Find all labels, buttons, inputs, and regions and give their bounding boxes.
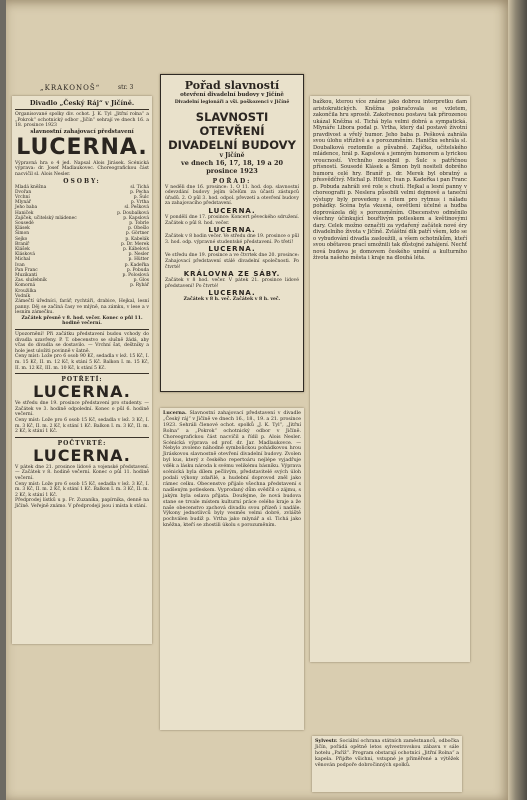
bill-heading: Divadlo „Český Ráj“ v Jičíně.: [29, 99, 135, 107]
cast-role: Zas. služebník: [15, 278, 47, 284]
cast-role: Dvořan: [15, 189, 32, 195]
prog-dates: ve dnech 16, 17, 18, 19 a 20 prosince 1923: [180, 158, 284, 175]
cast-actor: p. Kapslová: [123, 215, 149, 221]
bill-text4: V pátek dne 21. prosince lidové a vojenské představení. — Začátek v 8. hodině večerní. Konec o půl 11. hodině večerní.: [15, 464, 149, 481]
cast-actor: p. Rybář: [130, 283, 149, 289]
clipping-sylvestr: [312, 736, 462, 792]
cast-actor: p. Kabelák: [125, 236, 149, 242]
bill-cast-list: [15, 185, 149, 299]
cast-actor: p. Dr. Merek: [121, 241, 149, 247]
review-lead: Lucerna.: [163, 410, 187, 416]
cast-role: Zajíček, učitelský mládenec: [15, 215, 77, 221]
bill-text3: Ve středu dne 19. prosince představení pro studenty. — Začátek ve 3. hodině odpolední. Konec o půl 6. hodině večerní.: [15, 401, 149, 418]
prog-p5: Začátek v 8 hod. večer. V pátek 21. prosince lidové představení! Po čtvrté!: [165, 278, 299, 289]
continued-body: bažkou, kterou více známe jako dobrou interpretku dam aristokratických. Kněžna pokračovala se vzletem, zakončila hru sprostě. Zakotvenou postavu tak přirozenou ukázal Kněžna sl. Tichá byla velmi dobrá a sympatická. Mlynáře Libora podal p. Vrtha, který dal postavě životní pravdivost a vřelý humor. Jeho baba p. Pešková zahrála svou úlohu střízlivě a s porozuměním. Haničku sehrála sl. Doubalková roztomile a půvabně. Zajíčka, učitelského mládence, hrál p. Kapslová s jemným humorem a lyrickou vroucností. Vrchního zosobnil p. Šulc s patřičnou přísností. Sousedé Klásek a Šimon byli nositeli dobrého humoru celé hry. Braníř p. dr. Merek byl obratný a přesvědčivý. Michal p. Hütter, Ivan p. Kadeřka i pan Franc p. Pobuda zahráli své role s chutí. Hejkal a lesní panny v choreografii p. Neslera působili velmi dojmově a taneční výstupy byly provedeny s citem pro rytmus i náladu pohádky. Scéna byla vkusná, osvětlení účelné a hudba doprovázela děj s porozuměním. Obecenstvo odměnilo všechny účinkující bouřlivým potleskem a květinovými dary. Celek možno označiti za vydařený začátek nové éry divadelního života v Jičíně. Zvláštní dík patří všem, kdo se o vybudování divadla zasloužili, a všem ochotníkům, kteří svou obětavou prací umožnili tak důstojné zahájení. Nechť nová budova je domovem českého umění a kulturního života našeho města i kraje na dlouhá léta.: [313, 99, 467, 261]
clipping-programme: [160, 74, 304, 392]
prog-main1: SLAVNOSTI OTEVŘENÍ: [195, 109, 269, 138]
bill-play-title: LUCERNA.: [16, 134, 148, 160]
cast-role: Sousedé: [15, 220, 34, 226]
bill-play3: LUCERNA.: [33, 382, 131, 402]
cast-role: Klásková: [15, 252, 35, 258]
prog-l4: KRÁLOVNA ZE SÁBY.: [183, 270, 281, 279]
clipping-review-continued: [310, 96, 470, 662]
bill-notice: Upozornění! Při začátku představení budou vchody do divadla uzavřeny. P. T. obecenstvo se slušně žádá, aby včas do divadla se dostavilo. — Vrchní šat, deštníky a hole jest uložiti povinně v šatně.: [15, 332, 149, 354]
cast-actor: p. Vrtha: [130, 200, 149, 206]
cast-role: Klášek: [15, 247, 30, 252]
bill-note: Zámečtí úředníci, farář, rychtáři, drabice, Hejkal, lesní panny. Děj se začíná časy ve mlýně, na zámku, v lese a v lesním zámečku.: [15, 299, 149, 316]
clipping-theatre-bill: [12, 96, 152, 644]
cast-actor: p. Pecha: [130, 189, 149, 195]
cast-role: Jeho baba: [15, 205, 38, 211]
page-header-left: „KRAKONOŠ“: [40, 84, 101, 92]
cast-role: Sejko: [15, 236, 28, 242]
cast-role: Muzikanti: [15, 273, 38, 279]
cast-role: Pan Franc: [15, 267, 38, 273]
cast-actor: p. Kábelová: [122, 247, 149, 252]
cast-role: Mlynář: [15, 200, 31, 206]
prog-title: Pořad slavností: [184, 79, 280, 92]
prog-p2: V pondělí dne 17. prosince: Koncert pěveckého sdružení. Začátek o půl 8. hod. večer.: [165, 214, 299, 226]
prog-p4: Ve středu dne 19. prosince a ve čtvrtek dne 20. prosince: Zahajovací představení stálé divadelní společnosti. Po čtvrté!: [165, 253, 299, 270]
prog-l1: LUCERNA.: [208, 206, 256, 215]
cast-role: Vrchní: [15, 194, 30, 200]
cast-actor: p. Nesler: [128, 252, 149, 258]
bill-desc: Výpravná hra o 4 jed. Napsal Alois Jirásek. Scénická výprava: dr. Josef Madlaukovec. Choreografickou část nacvičil sl. Alois Nesler.: [15, 160, 149, 177]
sylvestr-lead: Sylvestr.: [315, 738, 338, 744]
cast-actor: sl. Tichá: [130, 184, 149, 190]
bill-prices3: Ceny míst: Lože pro 6 osob 15 Kč, sedadla v lež. 3 Kč, I. m. 3 Kč, II. m. 2 Kč, k stání 1 Kč. Balkon I. m. 3 Kč, II. m. 2 Kč, k stání 1 Kč.: [15, 417, 149, 435]
sylvestr-body: Sociální ochrana státních zaměstnanců, odbočka Jičín, pořádá opětně letos sylvestrovskou zábavu v sále hotelu „Paříž“. Program obstarají ochotníci „Jitřní Rolna“ a kapela. Přijďte všichni, vstupné je přiměřené a výtěžek věnován podpoře dobročinných spolků.: [315, 739, 459, 768]
prog-subtitle: otevření divadelní budovy v Jičíně: [180, 92, 284, 98]
bill-intro: Organisované spolky div. ochot. J. K. Tyl „Jitřní rolna“ a „Pokrok“ ochotnický odbor „Jičín“ sehrají ve dnech 16. a 18. prosince 1923: [15, 112, 149, 129]
bill-prices: Ceny míst: Lože pro 6 osob 90 Kč, sedadla v lež. 15 Kč, I. m. 15 Kč, II. m. 12 Kč, k stání 5 Kč. Balkon I. m. 15 Kč, II. m. 12 Kč, III. m. 10 Kč, k stání 5 Kč.: [15, 354, 149, 371]
prog-l3: LUCERNA.: [208, 245, 256, 254]
cast-actor: p. Obešlo: [128, 226, 149, 232]
bill-fourth: POČTVRTÉ:: [57, 439, 107, 447]
prog-place: v Jičíně: [219, 151, 245, 159]
prog-org: Divadelní legionáři a vši. poškozenci v Jičíně: [174, 100, 290, 105]
bill-end: Předprodej lístků u p. Fr. Zuzaníka, papírníka, denně na Jičíně. Veřejně známo. V předprodeji jsou i místa k stání.: [15, 498, 149, 509]
cast-actor: p. Pobuda: [126, 267, 149, 273]
page-header-right: str. 3: [118, 84, 134, 91]
bill-sub: slavnostní zahajovací představení: [30, 128, 134, 135]
cast-actor: p. Poloslová: [122, 273, 149, 279]
prog-p1: V neděli dne 16. prosince: 1. O 11. hod. dop. slavnostní odevzdání budovy jejím účelům za účasti zástupců úřadů. 2. O půl 3. hod. odpol. převzetí a otevření budovy za zahajovacího představení.: [165, 184, 299, 207]
cast-role: Šimon: [15, 231, 30, 237]
cast-role: Komorná: [15, 283, 36, 289]
prog-main2: DIVADELNÍ BUDOVY: [168, 137, 296, 152]
cast-role: Vodník: [15, 293, 31, 299]
cast-actor: p. Görtner: [125, 231, 149, 237]
cast-role: Haniček: [15, 210, 34, 216]
cast-role: Klásek: [15, 226, 30, 232]
prog-l5: LUCERNA.: [208, 289, 256, 298]
bill-start: Začátek přesně v 8. hod. večer. Konec o půl 11. hodině večerní.: [21, 315, 143, 327]
clipping-review-lucerna: [160, 408, 304, 730]
prog-p3: Začátek v 8 hodin večer. Ve středu dne 19. prosince o půl 3. hod. odp. výpravné studentské představení. Po třetí!: [165, 234, 299, 245]
page-edge: [508, 0, 527, 800]
cast-role: Mladá kněžna: [15, 184, 47, 190]
cast-actor: p. Doubalková: [117, 210, 149, 216]
prog-foot: Začátek v 8 h. več. Začátek v 8 h. več.: [183, 297, 281, 303]
bill-third: POTŘETÍ:: [61, 376, 103, 384]
cast-actor: p. Šulc: [133, 194, 149, 200]
prog-porad: POŘAD:: [212, 177, 252, 185]
cast-actor: p. Kadeřka: [124, 262, 149, 268]
prog-l2: LUCERNA.: [208, 226, 256, 235]
cast-actor: sl. Pešková: [124, 205, 149, 211]
bill-play4: LUCERNA.: [33, 445, 131, 465]
cast-role: Braníř: [15, 241, 30, 247]
bill-prices4: Ceny míst: Lože pro 6 osob 15 Kč, sedadla v lež. 3 Kč, I. m. 3 Kč, II. m. 2 Kč, k stání 1 Kč. Balkon I. m. 3 Kč, II. m. 2 Kč, k stání 1 Kč.: [15, 481, 149, 498]
review-body: Slavnostní zahajovací představení v divadle „Český ráj“ v Jičíně ve dnech 16., 18., 19. a 21. prosince 1923. Sehráli členové ochot. spolků „J. K. Tyl“, „Jitřní Rolna“ a „Pokrok“ ochotnický odbor v Jičíně. Choreografickou část nacvičil a řídil p. Alois Nesler. Scénická výprava od prof. dr. Jar. Madlaukovce. — Nebylo zvoleno náhodně symbolickou pohádkovou hrou Jiráskovou slavnostně otevření divadelní budovy. Zvolen byl kus, který z českého repertoáru nejlépe vyjadřuje vděk a lásku národa k svému velikému básníku. Výprava scénická byla dílem pečlivým, představitelé svých úloh podali výkony zdařilé, a hudební doprovod zněl jako rámec celku. Obecenstvo přijalo všechna představení s nadšeným potleskem. Vyprodaný dům svědčil o zájmu, s jakým byla oslava přijata. Doufejme, že nová budova stane se trvale místem kulturní práce celého kraje a že naše obecenstvo zachová divadlu svou přízeň i nadále. Výkony jednotlivců byly vesměs velmi dobré, zvláště pochválen budiž p. Vrtha jako mlynář a sl. Tichá jako kněžna, kteří se zhostili úkolu s porozuměním.: [163, 411, 301, 529]
cast-actor: p. Hütter: [128, 257, 149, 263]
bill-cast-title: OSOBY:: [63, 177, 101, 185]
cast-actor: p. Tobrle: [129, 220, 149, 226]
cast-role: Kroužilka: [15, 288, 37, 294]
cast-role: Michal: [15, 257, 31, 263]
cast-actor: p. Glos: [133, 278, 149, 284]
cast-role: Ivan: [15, 262, 25, 268]
